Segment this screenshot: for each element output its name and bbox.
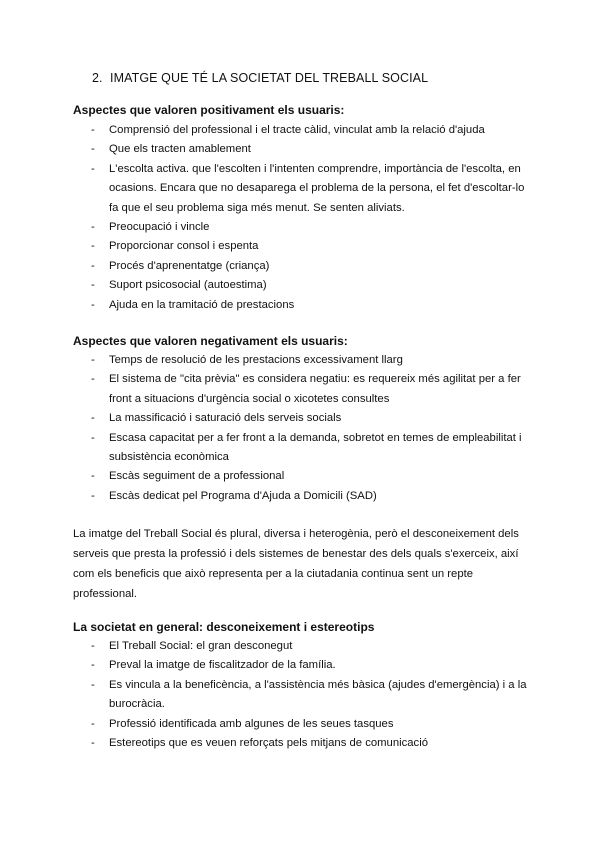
list-item: - Suport psicosocial (autoestima) [91, 279, 267, 292]
list-item: - Es vincula a la beneficència, a l'assistència més bàsica (ajudes d'emergència) i a la burocràcia. [91, 678, 527, 711]
list-item: - Proporcionar consol i espenta [91, 240, 259, 253]
list-item: - Que els tracten amablement [91, 143, 251, 156]
negative-aspects-list [0, 351, 600, 506]
society-list [0, 637, 600, 753]
list-item: - Preocupació i vincle [91, 221, 210, 234]
heading-number: 2. [92, 71, 103, 85]
list-item: - El sistema de "cita prèvia" es considera negatiu: es requereix més agilitat per a fer front a situacions d'urgència social o xicotetes consultes [91, 373, 521, 405]
list-item: - Comprensió del professional i el tracte càlid, vinculat amb la relació d'ajuda [91, 124, 485, 136]
list-item: - Estereotips que es veuen reforçats pels mitjans de comunicació [91, 737, 428, 750]
positive-aspects-list [0, 121, 600, 315]
summary-paragraph: La imatge del Treball Social és plural, diversa i heterogènia, però el desconeixement dels serveis que presta la professió i dels sistemes de benestar des dels quals s'exerceix, així com els beneficis que això representa per a la ciutadania continua sent un repte professional. [73, 528, 519, 600]
list-item: - Escàs dedicat pel Programa d'Ajuda a Domicili (SAD) [91, 489, 377, 502]
society-title: La societat en general: desconeixement i estereotips [73, 620, 375, 634]
positive-aspects-title: Aspectes que valoren positivament els usuaris: [73, 103, 345, 117]
list-item: - L'escolta activa. que l'escolten i l'intenten comprendre, importància de l'escolta, en ocasions. Encara que no desaparega el problema de la persona, el fet d'escoltar-lo fa que el seu problema siga més menut. Se senten aliviats. [91, 162, 525, 214]
list-item: - La massificació i saturació dels serveis socials [91, 412, 342, 425]
negative-aspects-title: Aspectes que valoren negativament els usuaris: [73, 334, 348, 348]
list-item: - Escasa capacitat per a fer front a la demanda, sobretot en temes de empleabilitat i subsistència econòmica [91, 431, 522, 464]
list-item: - Professió identificada amb algunes de les seues tasques [91, 717, 394, 730]
list-item: - Ajuda en la tramitació de prestacions [91, 298, 295, 311]
list-item: - El Treball Social: el gran desconegut [91, 640, 293, 652]
list-item: - Escàs seguiment de a professional [91, 470, 285, 483]
list-item: - Temps de resolució de les prestacions excessivament llarg [91, 354, 403, 366]
section-heading [92, 71, 428, 85]
heading-title: IMATGE QUE TÉ LA SOCIETAT DEL TREBALL SOCIAL [110, 71, 429, 85]
list-item: - Procés d'aprenentatge (criança) [91, 259, 270, 272]
list-item: - Preval la imatge de fiscalitzador de la família. [91, 659, 336, 672]
